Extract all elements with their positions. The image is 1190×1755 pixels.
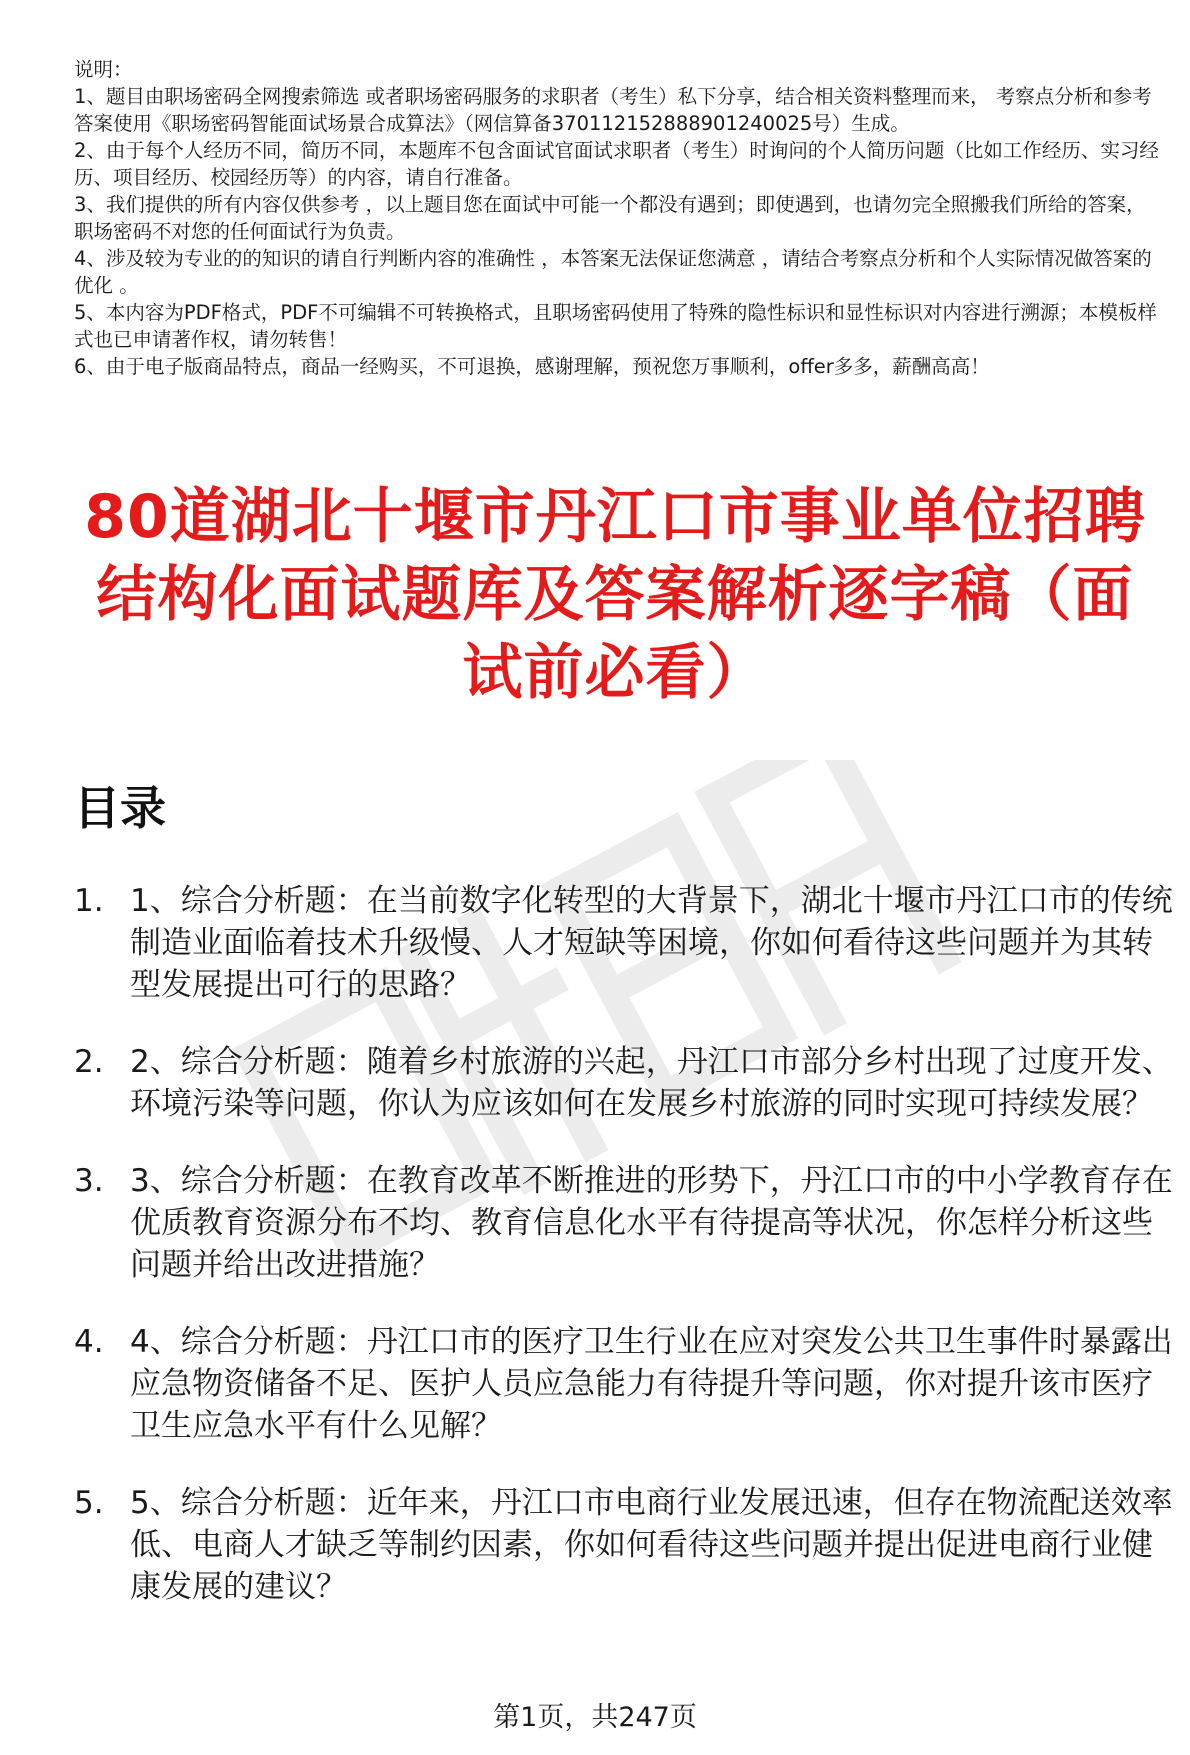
toc-item[interactable] [74, 1160, 1174, 1286]
disclaimer-notes [74, 56, 1164, 380]
toc-item-text: 1、综合分析题：在当前数字化转型的大背景下，湖北十堰市丹江口市的传统制造业面临着技术升级慢、人才短缺等困境，你如何看待这些问题并为其转型发展提出可行的思路？ [130, 883, 1173, 1003]
table-of-contents [74, 880, 1174, 1643]
note-item-4: 4、涉及较为专业的的知识的请自行判断内容的准确性 ，本答案无法保证您满意 ，请结合考察点分析和个人实际情况做答案的优化 。 [74, 247, 1152, 297]
toc-item[interactable] [74, 1041, 1174, 1125]
toc-item-number: 2. [74, 1044, 104, 1080]
toc-item[interactable] [74, 1482, 1174, 1608]
notes-heading: 说明： [74, 58, 133, 81]
note-item-3: 3、我们提供的所有内容仅供参考 ，以上题目您在面试中可能一个都没有遇到；即使遇到，也请勿完全照搬我们所给的答案，职场密码不对您的任何面试行为负责。 [74, 193, 1146, 243]
toc-heading: 目录 [74, 781, 166, 835]
toc-item-text: 4、综合分析题：丹江口市的医疗卫生行业在应对突发公共卫生事件时暴露出应急物资储备不足、医护人员应急能力有待提升等问题，你对提升该市医疗卫生应急水平有什么见解？ [130, 1324, 1173, 1444]
toc-item-number: 4. [74, 1324, 104, 1360]
note-item-6: 6、由于电子版商品特点，商品一经购买，不可退换，感谢理解，预祝您万事顺利，offer多多，薪酬高高！ [74, 355, 990, 378]
note-item-1: 1、题目由职场密码全网搜索筛选 或者职场密码服务的求职者（考生）私下分享，结合相关资料整理而来， 考察点分析和参考答案使用《职场密码智能面试场景合成算法》（网信算备370112152888901240025号）生成。 [74, 85, 1152, 135]
toc-item-text: 3、综合分析题：在教育改革不断推进的形势下，丹江口市的中小学教育存在优质教育资源分布不均、教育信息化水平有待提高等状况，你怎样分析这些问题并给出改进措施？ [130, 1163, 1173, 1283]
page-footer: 第1页，共247页 [493, 1702, 697, 1733]
note-item-2: 2、由于每个人经历不同，简历不同，本题库不包含面试官面试求职者（考生）时询问的个人简历问题（比如工作经历、实习经历、项目经历、校园经历等）的内容，请自行准备。 [74, 139, 1159, 189]
document-title: 80道湖北十堰市丹江口市事业单位招聘结构化面试题库及答案解析逐字稿（面试前必看） [84, 482, 1146, 708]
toc-item-number: 3. [74, 1163, 104, 1199]
toc-item-number: 1. [74, 883, 104, 919]
toc-item-text: 2、综合分析题：随着乡村旅游的兴起，丹江口市部分乡村出现了过度开发、环境污染等问题，你认为应该如何在发展乡村旅游的同时实现可持续发展？ [130, 1044, 1173, 1122]
toc-item-number: 5. [74, 1485, 104, 1521]
toc-item[interactable] [74, 880, 1174, 1006]
note-item-5: 5、本内容为PDF格式，PDF不可编辑不可转换格式，且职场密码使用了特殊的隐性标识和显性标识对内容进行溯源；本模板样式也已申请著作权，请勿转售！ [74, 301, 1157, 351]
toc-item-text: 5、综合分析题：近年来，丹江口市电商行业发展迅速，但存在物流配送效率低、电商人才缺乏等制约因素，你如何看待这些问题并提出促进电商行业健康发展的建议？ [130, 1485, 1173, 1605]
toc-item[interactable] [74, 1321, 1174, 1447]
